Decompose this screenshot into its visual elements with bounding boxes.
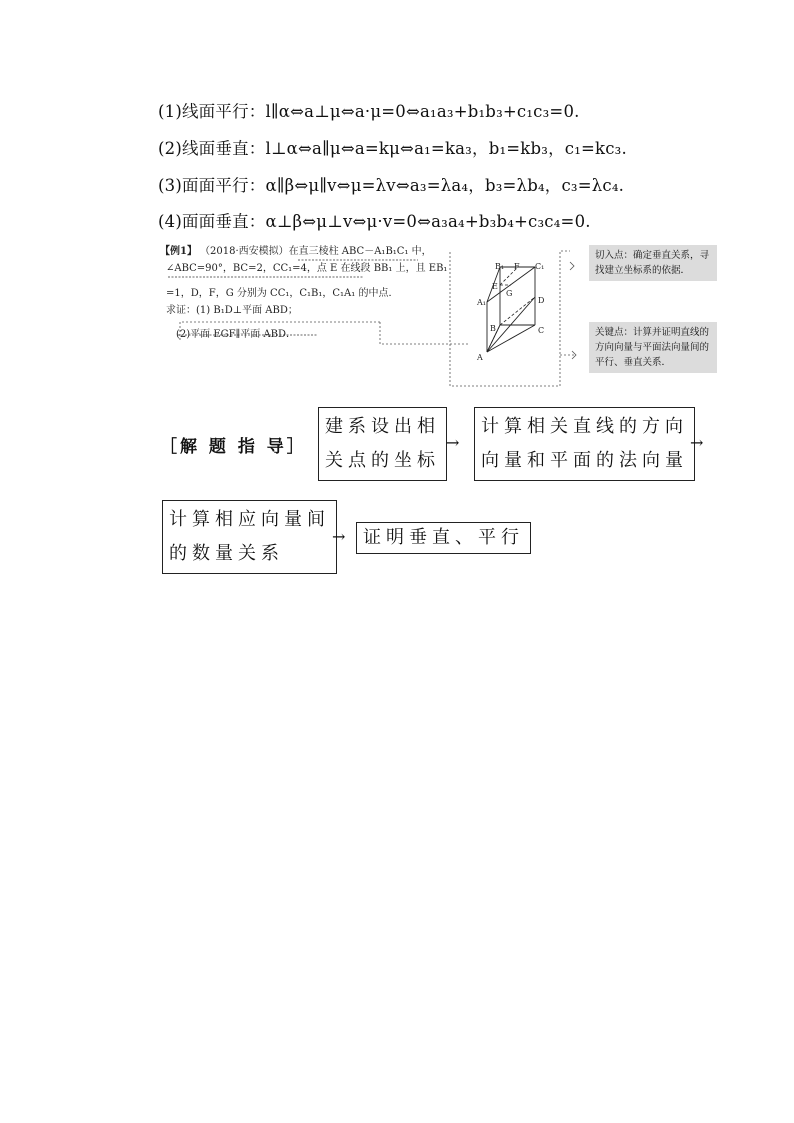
formula-math: l∥α⇔a⊥μ⇔a·μ=0⇔a₁a₃+b₁b₃+c₁c₃=0. [265,102,580,121]
fig-label-f: F [514,262,520,271]
arrow-icon: → [690,433,704,452]
fig-label-c1: C₁ [535,262,545,271]
formula-label: (2)线面垂直： [158,139,266,158]
fig-label-a: A [477,353,483,362]
formula-math: l⊥α⇔a∥μ⇔a=kμ⇔a₁=ka₃，b₁=kb₃，c₁=kc₃. [265,139,627,158]
example-line-2: ∠ABC=90°，BC=2，CC₁=4，点 E 在线段 BB₁ 上，且 EB₁ [166,263,448,274]
flow-step-1-line-2: 关点的坐标 [325,450,440,471]
formula-line-parallel-planes [158,172,624,196]
flow-step-3-line-1: 计算相应向量间 [169,509,330,530]
fig-label-g: G [506,289,513,298]
formula-line-parallel-line-plane [158,98,580,122]
flow-step-4-line: 证明垂直、平行 [363,527,524,548]
flow-step-2-line-1: 计算相关直线的方向 [481,416,688,437]
note-key-point: 关键点：计算并证明直线的方向向量与平面法向量间的平行、垂直关系． [589,322,717,373]
example-line-1: （2018·西安模拟）在直三棱柱 ABC－A₁B₁C₁ 中， [200,246,432,257]
formula-line-perpendicular-line-plane [158,135,627,159]
arrow-icon: → [332,527,346,546]
fig-label-b1: B₁ [495,262,505,271]
flow-step-3-line-2: 的数量关系 [169,543,284,564]
example-line-5: (2)平面 EGF∥平面 ABD． [176,329,296,340]
fig-label-c: C [538,326,545,335]
flow-step-2 [474,407,695,481]
formula-line-perpendicular-planes [158,208,591,232]
guide-label: ［解 题 指 导］ [160,437,307,457]
example-tag: 【例1】 [160,246,197,257]
flow-step-2-line-2: 向量和平面的法向量 [481,450,688,471]
fig-label-d: D [538,296,545,305]
example-line-3: =1，D，F，G 分别为 CC₁，C₁B₁，C₁A₁ 的中点． [166,288,399,299]
formula-label: (3)面面平行： [158,176,266,195]
formula-math: α∥β⇔μ∥v⇔μ=λv⇔a₃=λa₄，b₃=λb₄，c₃=λc₄. [265,176,625,195]
flow-step-1-line-1: 建系设出相 [325,416,440,437]
fig-label-e: E [492,282,498,291]
formula-label: (1)线面平行： [158,102,266,121]
flow-step-4 [356,522,531,554]
arrow-icon: → [446,433,460,452]
note-entry-point: 切入点：确定垂直关系，寻找建立坐标系的依据． [589,245,717,281]
flow-step-1 [318,407,447,481]
flow-step-3 [162,500,337,574]
example-line-4: 求证：(1) B₁D⊥平面 ABD； [166,305,298,316]
formula-label: (4)面面垂直： [158,212,266,231]
fig-label-a1: A₁ [477,298,486,307]
fig-label-b: B [490,324,496,333]
formula-math: α⊥β⇔μ⊥v⇔μ·v=0⇔a₃a₄+b₃b₄+c₃c₄=0. [265,212,591,231]
